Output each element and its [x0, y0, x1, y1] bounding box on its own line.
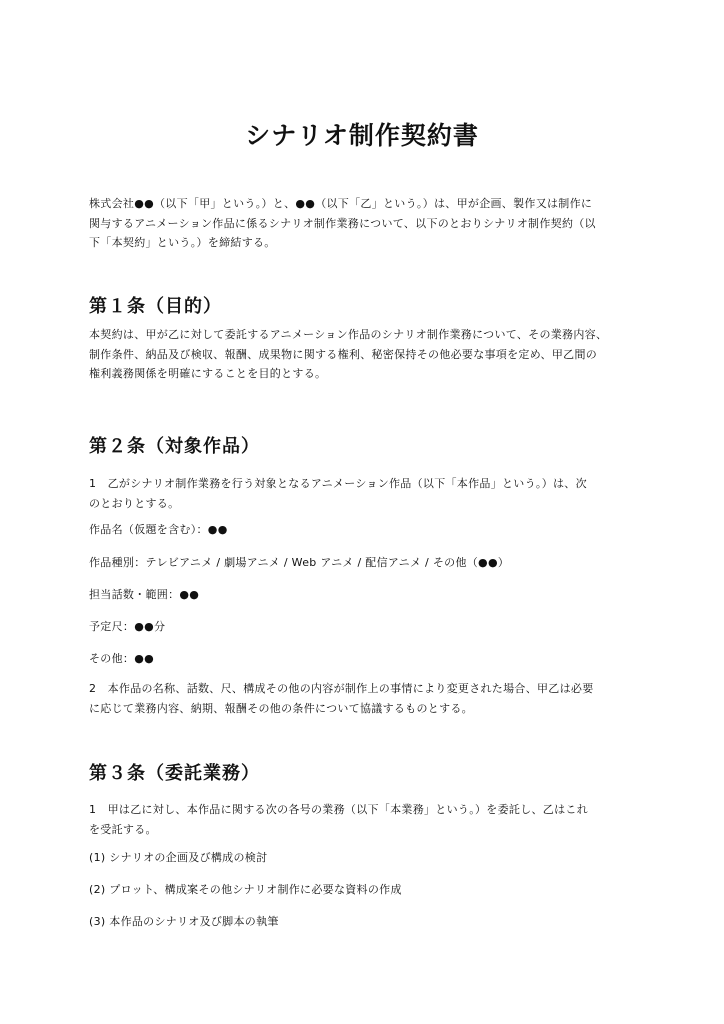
article-3-item-2: (2) プロット、構成案その他シナリオ制作に必要な資料の作成	[89, 883, 402, 896]
article-2-item-other: その他：●●	[89, 652, 154, 665]
article-3-paragraph-1: 1 甲は乙に対し、本作品に関する次の各号の業務（以下「本業務」という。）を委託し、乙はこれ を受託する。	[89, 803, 588, 836]
article-2-item-title: 作品名（仮題を含む）：●●	[89, 523, 228, 536]
article-1-body: 本契約は、甲が乙に対して委託するアニメーション作品のシナリオ制作業務について、その業務内容、 制作条件、納品及び検収、報酬、成果物に関する権利、秘密保持その他必要な事項を定め、甲乙間の 権利義務関係を明確にすることを目的とする。	[89, 328, 608, 380]
article-1-heading: 第１条（目的）	[89, 296, 222, 317]
article-3-item-1: (1) シナリオの企画及び構成の検討	[89, 851, 268, 864]
article-3-item-3: (3) 本作品のシナリオ及び脚本の執筆	[89, 915, 279, 928]
article-2-paragraph-2: 2 本作品の名称、話数、尺、構成その他の内容が制作上の事情により変更された場合、甲乙は必要 に応じて業務内容、納期、報酬その他の条件について協議するものとする。	[89, 682, 594, 715]
article-2-paragraph-1: 1 乙がシナリオ制作業務を行う対象となるアニメーション作品（以下「本作品」という。）は、次 のとおりとする。	[89, 477, 587, 510]
article-2-item-episodes: 担当話数・範囲：●●	[89, 588, 200, 601]
document-title: シナリオ制作契約書	[245, 121, 479, 150]
article-2-item-length: 予定尺：●●分	[89, 620, 166, 633]
intro-paragraph: 株式会社●●（以下「甲」という。）と、●●（以下「乙」という。）は、甲が企画、製作又は制作に 関与するアニメーション作品に係るシナリオ制作業務について、以下のとおりシナリオ制作契約（以 下「本契約」という。）を締結する。	[89, 197, 596, 249]
article-2-item-type: 作品種別：テレビアニメ / 劇場アニメ / Web アニメ / 配信アニメ / その他（●●）	[89, 556, 510, 569]
article-2-heading: 第２条（対象作品）	[89, 436, 260, 457]
article-3-heading: 第３条（委託業務）	[89, 763, 260, 784]
